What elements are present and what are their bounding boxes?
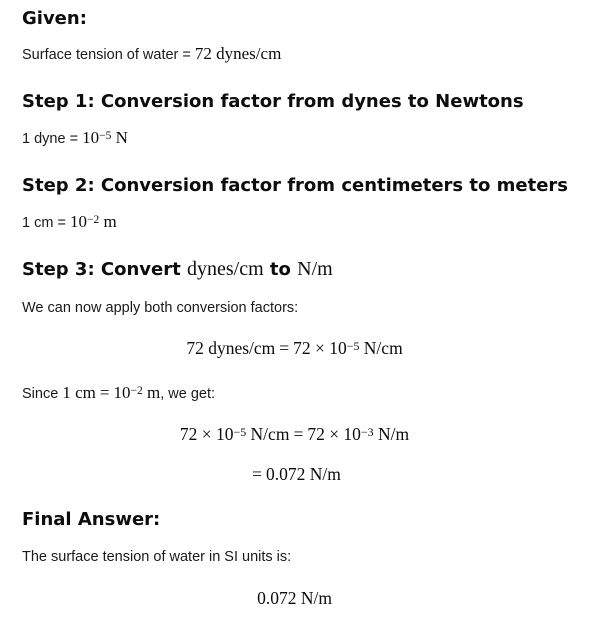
step3-heading-from-unit: dynes/cm	[187, 258, 264, 280]
since-base: 10	[113, 383, 131, 402]
eq1-lhs: 72 dynes/cm	[186, 338, 276, 358]
equation-3-math	[248, 464, 341, 484]
eq3-value: 0.072 N/m	[266, 464, 341, 484]
step3-heading-to-unit: N/m	[297, 258, 333, 280]
eq2-equals: =	[293, 424, 304, 444]
step1-statement	[22, 128, 128, 149]
since-unit: m	[142, 383, 161, 402]
eq1-rhs-coefficient: 72 × 10	[293, 338, 347, 358]
eq2-rhs-exponent: −3	[360, 424, 374, 439]
final-answer	[0, 587, 589, 611]
step1-label: 1 dyne =	[22, 131, 83, 147]
since-math	[62, 383, 160, 402]
step1-unit: N	[111, 128, 128, 147]
step2-exponent: −2	[86, 212, 100, 226]
step2-base: 10	[69, 212, 87, 231]
since-exponent: −2	[130, 383, 143, 397]
equation-2	[0, 423, 589, 447]
step1-math	[82, 128, 128, 147]
step3-heading	[22, 258, 333, 281]
given-label: Surface tension of water =	[22, 47, 195, 63]
eq2-rhs-coefficient: 72 × 10	[307, 424, 361, 444]
equation-2-math	[180, 424, 409, 444]
step3-heading-mid: to	[263, 259, 298, 280]
step3-heading-prefix: Step 3: Convert	[22, 259, 187, 280]
eq1-rhs-exponent: −5	[346, 338, 360, 353]
since-suffix: , we get:	[160, 386, 216, 402]
eq1-equals: =	[279, 338, 290, 358]
since-equals: =	[99, 383, 110, 402]
since-statement	[22, 383, 215, 404]
given-heading: Given:	[22, 8, 87, 29]
eq2-lhs-exponent: −5	[233, 424, 247, 439]
step2-label: 1 cm =	[22, 215, 70, 231]
step1-exponent: −5	[99, 128, 112, 142]
step2-math	[70, 212, 117, 231]
final-heading: Final Answer:	[22, 509, 161, 530]
step1-heading: Step 1: Conversion factor from dynes to Newtons	[22, 91, 524, 112]
eq1-rhs-unit: N/cm	[359, 338, 403, 358]
eq2-lhs-unit: N/cm	[246, 424, 290, 444]
step2-unit: m	[99, 212, 117, 231]
given-math: 72 dynes/cm	[194, 44, 282, 63]
equation-1-math	[186, 338, 402, 358]
equation-3	[0, 463, 589, 487]
given-statement	[22, 44, 281, 65]
step2-heading: Step 2: Conversion factor from centimeters to meters	[22, 175, 569, 196]
step3-intro: We can now apply both conversion factors:	[22, 300, 299, 316]
final-answer-math: 0.072 N/m	[257, 588, 332, 608]
step2-statement	[22, 212, 117, 233]
since-prefix: Since	[22, 386, 63, 402]
since-lhs: 1 cm	[62, 383, 96, 402]
final-text: The surface tension of water in SI units is:	[22, 549, 292, 565]
step1-base: 10	[82, 128, 100, 147]
eq2-lhs-coefficient: 72 × 10	[179, 424, 234, 444]
eq3-equals: =	[252, 464, 262, 484]
eq2-rhs-unit: N/m	[373, 424, 410, 444]
equation-1	[0, 337, 589, 361]
